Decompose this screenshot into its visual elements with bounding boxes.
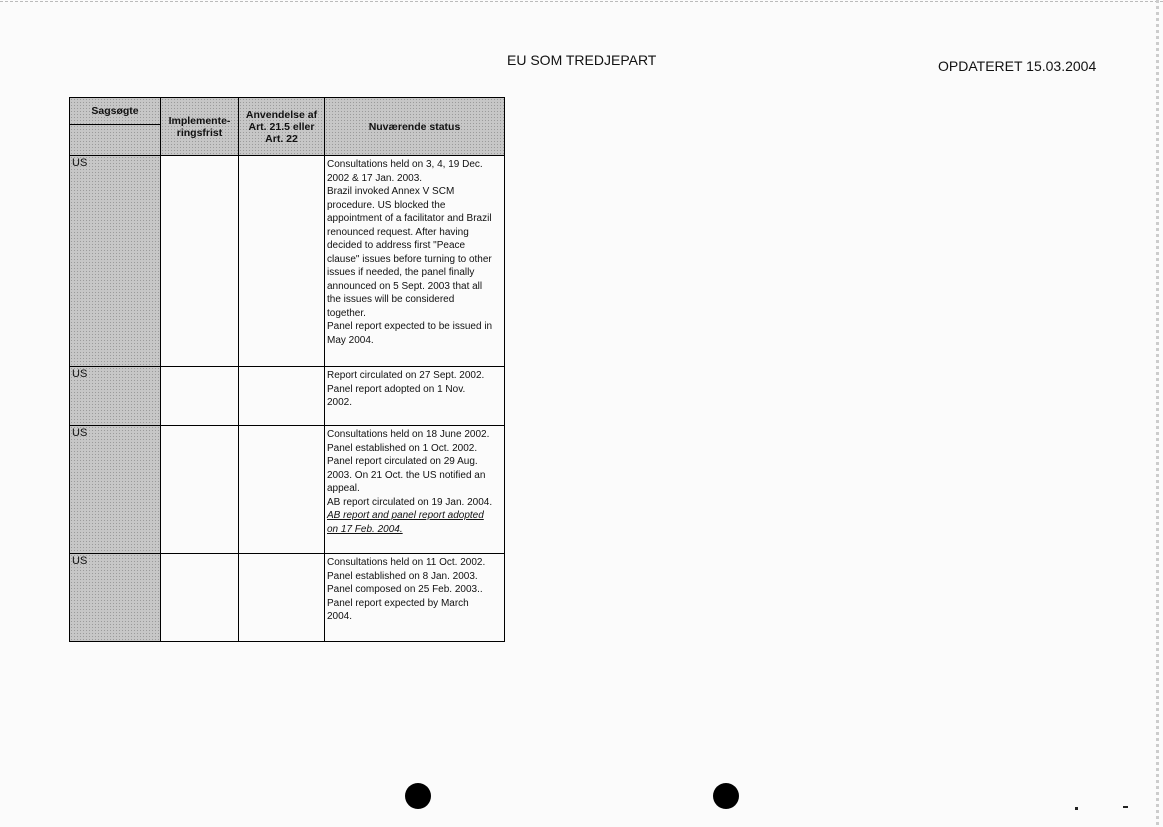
row-2-anvendelse bbox=[239, 367, 325, 426]
status-line: 2003. On 21 Oct. the US notified an bbox=[327, 469, 486, 481]
row-3-sagsogte: US bbox=[70, 426, 161, 554]
row-1-implementeringsfrist bbox=[161, 156, 239, 367]
status-line: announced on 5 Sept. 2003 that all bbox=[327, 280, 483, 292]
status-line-underlined: AB report and panel report adopted bbox=[327, 510, 484, 521]
row-3-status bbox=[325, 426, 504, 554]
status-table bbox=[69, 97, 505, 642]
row-2-sagsogte: US bbox=[70, 367, 161, 426]
row-1-status bbox=[325, 156, 504, 367]
status-line: decided to address first "Peace bbox=[327, 240, 466, 251]
status-line: AB report circulated on 19 Jan. 2004. bbox=[327, 496, 493, 508]
header-subcell bbox=[70, 125, 161, 156]
status-line: together. bbox=[327, 307, 366, 319]
col-header-sagsogte: Sagsøgte bbox=[70, 98, 161, 125]
status-line: Consultations held on 11 Oct. 2002. bbox=[327, 557, 486, 568]
status-line: Panel report circulated on 29 Aug. bbox=[327, 456, 478, 467]
status-line: Panel established on 8 Jan. 2003. bbox=[327, 570, 478, 582]
status-line: Consultations held on 18 June 2002. bbox=[327, 429, 490, 440]
status-line: 2002. bbox=[327, 397, 353, 408]
status-line: appeal. bbox=[327, 483, 360, 494]
col-header-anvendelse: Anvendelse af Art. 21.5 eller Art. 22 bbox=[239, 98, 325, 156]
status-line: Panel report adopted on 1 Nov. bbox=[327, 383, 466, 395]
update-date: OPDATERET 15.03.2004 bbox=[938, 58, 1097, 74]
status-line: the issues will be considered bbox=[327, 294, 455, 305]
status-line-underlined: on 17 Feb. 2004. bbox=[327, 523, 403, 535]
punch-hole-right bbox=[713, 783, 739, 809]
status-line: Panel report expected by March bbox=[327, 597, 469, 609]
status-line: appointment of a facilitator and Brazil bbox=[327, 213, 492, 224]
row-1-anvendelse bbox=[239, 156, 325, 367]
status-line: 2002 & 17 Jan. 2003. bbox=[327, 172, 423, 184]
col-header-implementeringsfrist: Implemente-ringsfrist bbox=[161, 98, 239, 156]
status-line: Panel established on 1 Oct. 2002. bbox=[327, 442, 478, 454]
row-3-anvendelse bbox=[239, 426, 325, 554]
row-4-sagsogte: US bbox=[70, 554, 161, 641]
row-2-status bbox=[325, 367, 504, 426]
status-line: May 2004. bbox=[327, 334, 374, 346]
row-1-sagsogte: US bbox=[70, 156, 161, 367]
page-title: EU SOM TREDJEPART bbox=[507, 52, 657, 68]
punch-hole-left bbox=[405, 783, 431, 809]
status-line: Panel composed on 25 Feb. 2003.. bbox=[327, 584, 483, 595]
row-4-status bbox=[325, 554, 504, 641]
status-line: clause" issues before turning to other bbox=[327, 253, 492, 265]
status-line: issues if needed, the panel finally bbox=[327, 267, 475, 278]
status-line: Report circulated on 27 Sept. 2002. bbox=[327, 370, 485, 381]
row-4-implementeringsfrist bbox=[161, 554, 239, 641]
row-4-anvendelse bbox=[239, 554, 325, 641]
status-line: 2004. bbox=[327, 611, 353, 622]
scan-top-edge bbox=[0, 1, 1163, 4]
status-line: Consultations held on 3, 4, 19 Dec. bbox=[327, 159, 483, 170]
row-2-implementeringsfrist bbox=[161, 367, 239, 426]
scan-right-edge bbox=[1156, 0, 1159, 827]
status-line: renounced request. After having bbox=[327, 226, 469, 238]
row-3-implementeringsfrist bbox=[161, 426, 239, 554]
status-line: procedure. US blocked the bbox=[327, 199, 446, 211]
scan-speck bbox=[1123, 806, 1128, 808]
status-line: Brazil invoked Annex V SCM bbox=[327, 186, 455, 197]
col-header-status: Nuværende status bbox=[325, 98, 504, 156]
status-line: Panel report expected to be issued in bbox=[327, 321, 493, 332]
scan-speck bbox=[1075, 807, 1078, 810]
